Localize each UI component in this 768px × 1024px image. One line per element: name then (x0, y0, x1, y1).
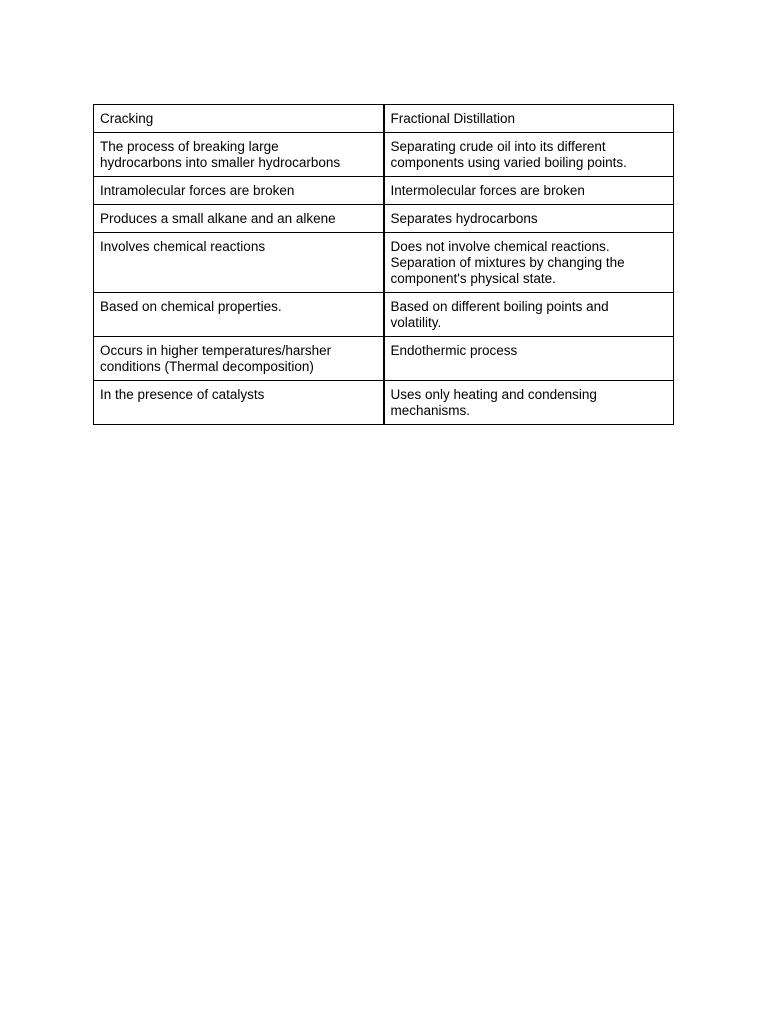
table-cell-cracking (94, 177, 384, 205)
header-cell-cracking: Cracking (94, 105, 384, 133)
table-cell-cracking (94, 205, 384, 233)
cell-text-line: Does not involve chemical reactions. (390, 239, 610, 254)
cell-text-line: component's physical state. (390, 271, 556, 286)
table-row (94, 205, 674, 233)
cell-text-line: Produces a small alkane and an alkene (100, 211, 336, 226)
cell-text-line: Intramolecular forces are broken (100, 183, 295, 198)
cell-text-line: mechanisms. (390, 403, 471, 418)
table-row (94, 381, 674, 425)
table-cell-cracking (94, 381, 384, 425)
comparison-table (93, 104, 674, 425)
table-cell-fractional-distillation (384, 381, 674, 425)
table-row (94, 293, 674, 337)
cell-text-line: components using varied boiling points. (390, 155, 627, 170)
cell-text-line: hydrocarbons into smaller hydrocarbons (100, 155, 341, 170)
table-row (94, 337, 674, 381)
table-cell-cracking (94, 233, 384, 293)
table-cell-cracking (94, 293, 384, 337)
table-header-row (94, 105, 674, 133)
cell-text-line: Based on chemical properties. (100, 299, 282, 314)
cell-text-line: Separates hydrocarbons (390, 211, 538, 226)
header-cell-fractional-distillation: Fractional Distillation (384, 105, 674, 133)
cell-text-line: Occurs in higher temperatures/harsher (100, 343, 332, 358)
table-cell-fractional-distillation (384, 233, 674, 293)
table-cell-cracking (94, 337, 384, 381)
cell-text-line: Uses only heating and condensing (390, 387, 597, 402)
cell-text-line: Separation of mixtures by changing the (390, 255, 625, 270)
table-cell-fractional-distillation (384, 293, 674, 337)
table-cell-fractional-distillation (384, 205, 674, 233)
table-cell-fractional-distillation (384, 133, 674, 177)
table-row (94, 177, 674, 205)
cell-text-line: Based on different boiling points and (390, 299, 609, 314)
table-cell-fractional-distillation (384, 337, 674, 381)
table-row (94, 233, 674, 293)
cell-text-line: In the presence of catalysts (100, 387, 265, 402)
cell-text-line: Endothermic process (390, 343, 518, 358)
cell-text-line: conditions (Thermal decomposition) (100, 359, 314, 374)
table-row (94, 133, 674, 177)
cell-text-line: The process of breaking large (100, 139, 279, 154)
cell-text-line: Intermolecular forces are broken (390, 183, 585, 198)
cell-text-line: Involves chemical reactions (100, 239, 266, 254)
table-cell-cracking (94, 133, 384, 177)
cell-text-line: volatility. (390, 315, 442, 330)
table-cell-fractional-distillation (384, 177, 674, 205)
cell-text-line: Separating crude oil into its different (390, 139, 606, 154)
